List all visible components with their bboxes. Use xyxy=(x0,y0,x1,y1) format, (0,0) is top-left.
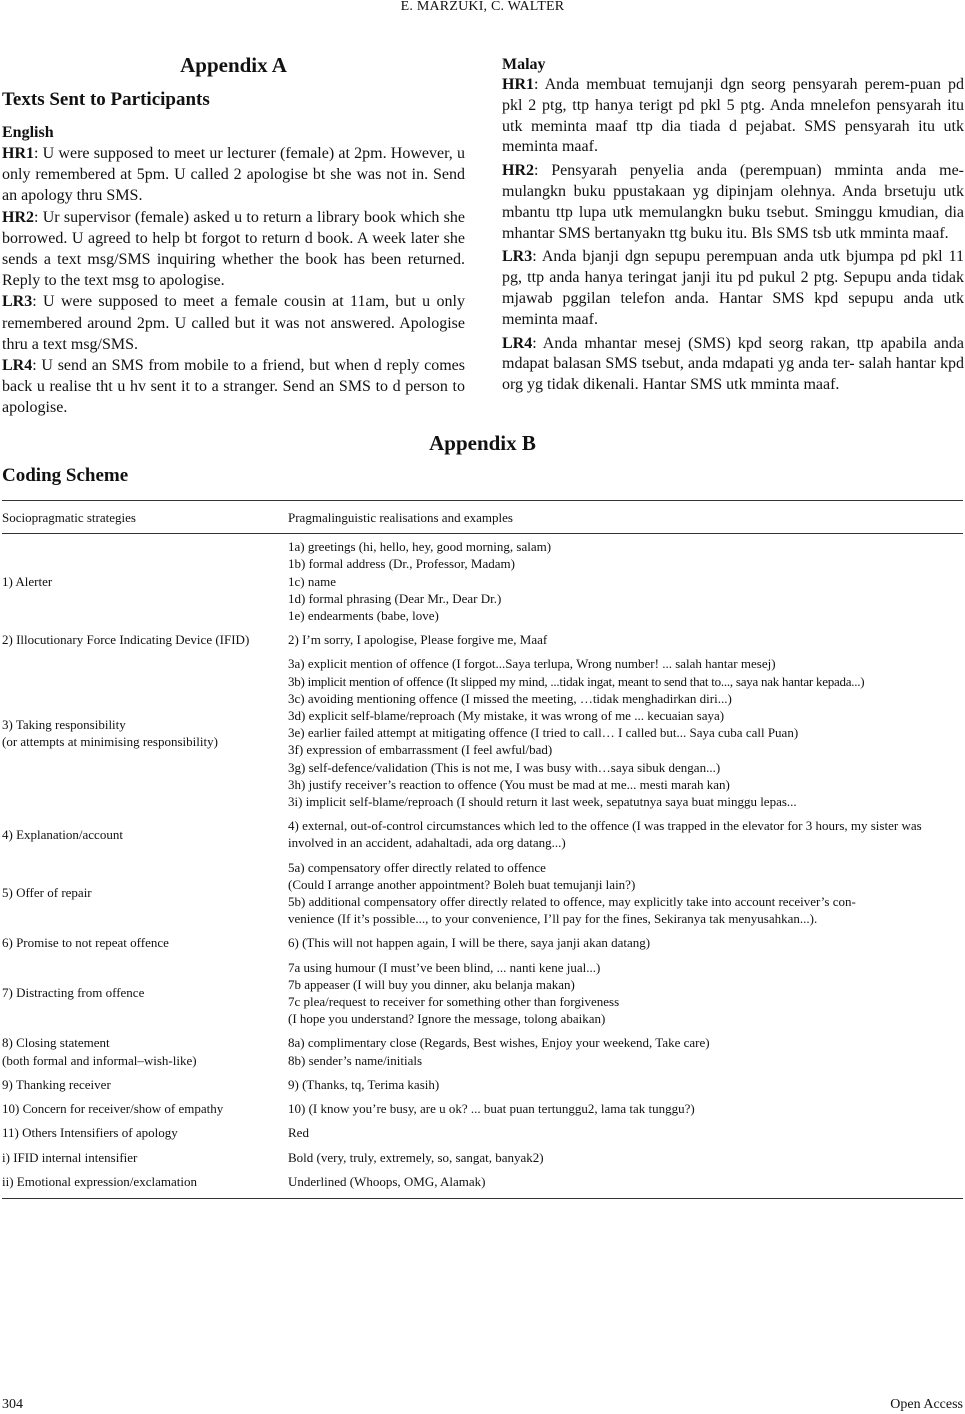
strategy-line: (both formal and informal–wish-like) xyxy=(2,1052,197,1068)
realisation-line: 10) (I know you’re busy, are u ok? ... buat puan tertunggu2, lama tak tunggu?) xyxy=(288,1101,695,1117)
appendix-a-right-column xyxy=(502,50,964,399)
strategy-line: 3) Taking responsibility xyxy=(2,716,126,732)
realisation-line: 9) (Thanks, tq, Terima kasih) xyxy=(288,1076,440,1092)
running-head: E. MARZUKI, C. WALTER xyxy=(400,0,565,14)
realisation-line: 1e) endearments (babe, love) xyxy=(288,608,439,624)
scenario-text: : Ur supervisor (female) asked u to return a library book which she borrowed. U agreed to help bt forgot to return d book. A week later she sends a text msg/SMS inquiring whether the book has been returned. Reply to the text msg to apologise. xyxy=(2,208,465,290)
scenario-code: HR2 xyxy=(2,208,34,226)
strategy-cell xyxy=(2,655,288,817)
realisation-cell xyxy=(288,1100,963,1124)
realisation-line: (Could I arrange another appointment? Boleh buat temujanji lain?) xyxy=(288,876,636,892)
scenario-code: LR3 xyxy=(2,293,33,311)
strategy-line: 6) Promise to not repeat offence xyxy=(2,935,169,951)
realisation-line: Underlined (Whoops, OMG, Alamak) xyxy=(288,1173,486,1189)
strategy-cell xyxy=(2,1149,288,1173)
realisation-line: 1b) formal address (Dr., Professor, Madam) xyxy=(288,556,515,572)
scenario-lr3 xyxy=(502,247,964,330)
realisation-line: 1c) name xyxy=(288,573,337,589)
strategy-line: 7) Distracting from offence xyxy=(2,985,145,1001)
strategy-line: 4) Explanation/account xyxy=(2,826,123,842)
table-row xyxy=(2,859,963,935)
realisation-cell xyxy=(288,1173,963,1199)
scenario-lr4 xyxy=(502,334,964,396)
realisation-line: (I hope you understand? Ignore the message, tolong abaikan) xyxy=(288,1011,606,1027)
table-row xyxy=(2,1034,963,1075)
realisation-line: 8a) complimentary close (Regards, Best wishes, Enjoy your weekend, Take care) xyxy=(288,1035,710,1051)
realisation-line: 7c plea/request to receiver for something other than forgiveness xyxy=(288,994,620,1010)
scenario-lr4 xyxy=(2,355,465,419)
realisation-line: Red xyxy=(288,1125,309,1141)
strategy-line: 5) Offer of repair xyxy=(2,885,92,901)
table-row xyxy=(2,934,963,958)
scenario-text: : Anda membuat temujanji dgn seorg pensyarah perem-puan pd pkl 2 ptg, ttp hanya terigt pd pkl 5 ptg. Anda mnelefon pensyarah itu utk meminta maaf ttp dia tiada d pejabat. SMS pensyarah itu utk meminta maaf. xyxy=(502,76,964,156)
scenario-code: HR2 xyxy=(502,162,534,180)
table-row xyxy=(2,631,963,655)
table-row xyxy=(2,534,963,632)
strategy-line: 9) Thanking receiver xyxy=(2,1076,111,1092)
realisation-line: 3f) expression of embarrassment (I feel awful/bad) xyxy=(288,742,553,758)
scenario-code: LR4 xyxy=(2,357,33,375)
texts-section-title: Texts Sent to Participants xyxy=(2,89,210,110)
scenario-hr2 xyxy=(2,207,465,292)
malay-label: Malay xyxy=(502,56,546,73)
realisation-line: 1d) formal phrasing (Dear Mr., Dear Dr.) xyxy=(288,590,502,606)
table-row xyxy=(2,959,963,1035)
realisation-line: 7b appeaser (I will buy you dinner, aku belanja makan) xyxy=(288,976,575,992)
english-label: English xyxy=(2,124,54,141)
realisation-line: 3g) self-defence/validation (This is not me, I was busy with…saya sibuk dengan...) xyxy=(288,759,721,775)
table-row xyxy=(2,1124,963,1148)
realisation-line: 5b) additional compensatory offer directly related to offence, may explicitly take into account receiver’s con- xyxy=(288,894,856,910)
realisation-line: 3e) earlier failed attempt at mitigating offence (I tried to call… I called but... Saya cuba call Puan) xyxy=(288,725,799,741)
realisation-line: 1a) greetings (hi, hello, hey, good morning, salam) xyxy=(288,539,552,555)
strategy-line: 2) Illocutionary Force Indicating Device (IFID) xyxy=(2,632,250,648)
english-scenarios xyxy=(2,143,465,419)
strategy-cell xyxy=(2,631,288,655)
strategy-line: (or attempts at minimising responsibility) xyxy=(2,733,218,749)
strategy-cell xyxy=(2,1034,288,1075)
strategy-cell xyxy=(2,859,288,935)
realisation-cell xyxy=(288,655,963,817)
realisation-cell xyxy=(288,1034,963,1075)
strategy-line: 1) Alerter xyxy=(2,573,53,589)
appendix-a-left-column xyxy=(2,50,465,419)
table-row xyxy=(2,1076,963,1100)
open-access-label: Open Access xyxy=(890,1397,963,1412)
appendix-a-title: Appendix A xyxy=(180,53,287,77)
realisation-cell xyxy=(288,631,963,655)
realisation-line: 8b) sender’s name/initials xyxy=(288,1052,423,1068)
scenario-text: : U were supposed to meet a female cousin at 11am, but u only remembered around 2pm. U called but it was not answered. Apologise thru a text msg/SMS. xyxy=(2,293,465,353)
table-row xyxy=(2,1173,963,1199)
realisation-cell xyxy=(288,534,963,632)
realisation-line: 7a using humour (I must’ve been blind, ... nanti kene jual...) xyxy=(288,959,601,975)
page-number: 304 xyxy=(2,1397,23,1412)
realisation-cell xyxy=(288,859,963,935)
scenario-code: LR4 xyxy=(502,334,533,352)
realisation-cell xyxy=(288,1149,963,1173)
scenario-hr2 xyxy=(502,161,964,244)
realisation-line: 3h) justify receiver’s reaction to offence (You must be mad at me... mesti marah kan) xyxy=(288,776,730,792)
scenario-hr1 xyxy=(502,75,964,158)
realisation-cell xyxy=(288,1076,963,1100)
table-header-row xyxy=(2,501,963,534)
table-row xyxy=(2,817,963,858)
table-header-realisations: Pragmalinguistic realisations and examples xyxy=(288,501,963,534)
realisation-line: 3d) explicit self-blame/reproach (My mistake, it was wrong of me ... kecuaian saya) xyxy=(288,708,725,724)
realisation-line: venience (If it’s possible..., to your convenience, I’ll pay for the fines, Sekiranya tak menyusahkan...). xyxy=(288,911,818,927)
coding-scheme-table xyxy=(2,500,963,1199)
strategy-line: 10) Concern for receiver/show of empathy xyxy=(2,1101,224,1117)
scenario-code: HR1 xyxy=(2,145,34,162)
strategy-cell xyxy=(2,1124,288,1148)
strategy-cell xyxy=(2,534,288,632)
realisation-line: 6) (This will not happen again, I will be there, saya janji akan datang) xyxy=(288,935,651,951)
realisation-line: Bold (very, truly, extremely, so, sangat, banyak2) xyxy=(288,1149,544,1165)
scenario-text: : Anda mhantar mesej (SMS) kpd seorg rakan, ttp apabila anda mdapat balasan SMS tsebut, anda mdapati yg anda ter- salah hantar kpd org yg tidak dikenali. Hantar SMS utk mminta maaf. xyxy=(502,334,964,394)
scenario-code: HR1 xyxy=(502,76,534,93)
realisation-line: 3c) avoiding mentioning offence (I missed the meeting, …tidak menghadirkan diri...) xyxy=(288,690,732,706)
realisation-cell xyxy=(288,817,963,858)
strategy-line: ii) Emotional expression/exclamation xyxy=(2,1173,197,1189)
realisation-line: 3b) implicit mention of offence (It slipped my mind, ...tidak ingat, meant to send that to..., saya nak hantar kepada...) xyxy=(288,673,865,689)
scenario-text: : Anda bjanji dgn sepupu perempuan anda utk bjumpa pd pkl 11 pg, ttp anda hanya teringat janji itu pd pukul 2 ptg. Sepupu anda tidak mjawab pggilan telefon anda. Hantar SMS kpd sepupu anda utk meminta maaf. xyxy=(502,248,964,328)
scenario-text: : U were supposed to meet ur lecturer (female) at 2pm. However, u only remembered at 5pm. U called 2 apologise bt she was not in. Send an apology thru SMS. xyxy=(2,145,465,205)
realisation-cell xyxy=(288,1124,963,1148)
strategy-line: i) IFID internal intensifier xyxy=(2,1149,138,1165)
scenario-text: : Pensyarah penyelia anda (perempuan) mminta anda me-mulangkn buku ppustakaan yg dipinjam olehnya. Anda brsetuju utk mbantu ttp lupa utk memulangkn buku tsebut. Sminggu kmudian, dia mhantar SMS bertanyakn ttg buku itu. Bls SMS tsb utk mminta maaf. xyxy=(502,162,964,242)
realisation-line: 4) external, out-of-control circumstances which led to the offence (I was trapped in the elevator for 3 hours, my sister was involved in an accident, adahaltadi, ada org datang...) xyxy=(288,818,922,851)
realisation-cell xyxy=(288,959,963,1035)
realisation-line: 3i) implicit self-blame/reproach (I should return it last week, sepatutnya saya buat minggu lepas... xyxy=(288,794,797,810)
realisation-line: 2) I’m sorry, I apologise, Please forgive me, Maaf xyxy=(288,632,548,648)
realisation-cell xyxy=(288,934,963,958)
table-header-strategies: Sociopragmatic strategies xyxy=(2,501,288,534)
scenario-lr3 xyxy=(2,291,465,355)
strategy-cell xyxy=(2,959,288,1035)
realisation-line: 5a) compensatory offer directly related to offence xyxy=(288,859,546,875)
coding-scheme-title: Coding Scheme xyxy=(2,465,129,486)
realisation-line: 3a) explicit mention of offence (I forgot...Saya terlupa, Wrong number! ... salah hantar mesej) xyxy=(288,656,776,672)
malay-scenarios xyxy=(502,75,964,396)
strategy-line: 11) Others Intensifiers of apology xyxy=(2,1125,178,1141)
scenario-code: LR3 xyxy=(502,248,533,266)
table-row xyxy=(2,1149,963,1173)
appendix-b-title: Appendix B xyxy=(429,431,536,455)
strategy-line: 8) Closing statement xyxy=(2,1035,110,1051)
strategy-cell xyxy=(2,934,288,958)
table-row xyxy=(2,655,963,817)
strategy-cell xyxy=(2,1100,288,1124)
scenario-text: : U send an SMS from mobile to a friend, but when d reply comes back u realise tht u hv sent it to a stranger. Send an SMS to d person to apologise. xyxy=(2,357,465,417)
table-row xyxy=(2,1100,963,1124)
strategy-cell xyxy=(2,1076,288,1100)
scenario-hr1 xyxy=(2,143,465,207)
strategy-cell xyxy=(2,817,288,858)
strategy-cell xyxy=(2,1173,288,1199)
